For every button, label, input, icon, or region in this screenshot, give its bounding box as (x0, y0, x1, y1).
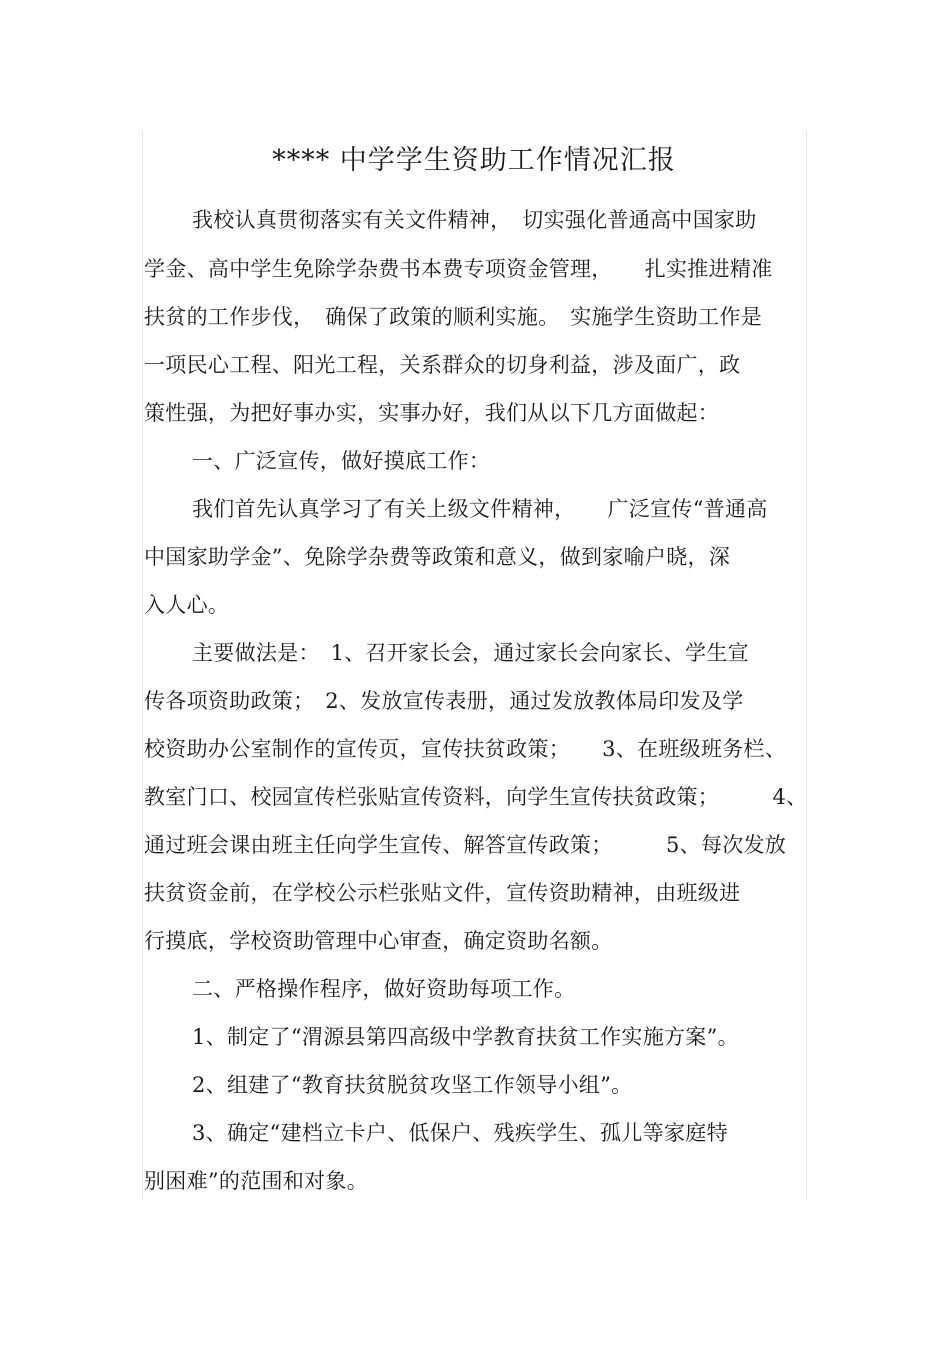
paragraph-line: 策性强，为把好事办实，实事办好，我们从以下几方面做起： (144, 401, 720, 425)
paragraph-line: 教室门口、校园宣传栏张贴宣传资料，向学生宣传扶贫政策； 4、 (144, 785, 808, 809)
paragraph-line: 我们首先认真学习了有关上级文件精神， 广泛宣传“普通高 (192, 497, 768, 521)
paragraph-line: 通过班会课由班主任向学生宣传、解答宣传政策； 5、每次发放 (144, 833, 787, 857)
paragraph-line: 我校认真贯彻落实有关文件精神， 切实强化普通高中国家助 (192, 208, 757, 232)
list-item: 3、确定“建档立卡户、低保户、残疾学生、孤儿等家庭特 (192, 1121, 728, 1145)
paragraph-line: 一项民心工程、阳光工程，关系群众的切身利益，涉及面广，政 (144, 353, 741, 377)
paragraph-line: 入人心。 (144, 593, 230, 617)
section-heading-1: 一、广泛宣传，做好摸底工作： (192, 449, 491, 473)
paragraph-line: 别困难”的范围和对象。 (144, 1169, 369, 1193)
document-title: **** 中学学生资助工作情况汇报 (272, 145, 676, 176)
paragraph-line: 主要做法是： 1、召开家长会，通过家长会向家长、学生宣 (192, 641, 749, 665)
page-right-border (806, 130, 807, 1200)
list-item: 1、制定了“渭源县第四高级中学教育扶贫工作实施方案”。 (192, 1025, 739, 1049)
paragraph-line: 行摸底，学校资助管理中心审查，确定资助名额。 (144, 929, 613, 953)
section-heading-2: 二、严格操作程序，做好资助每项工作。 (192, 977, 576, 1001)
paragraph-line: 扶贫资金前，在学校公示栏张贴文件，宣传资助精神，由班级进 (144, 881, 741, 905)
paragraph-line: 校资助办公室制作的宣传页，宣传扶贫政策； 3、在班级班务栏、 (144, 737, 787, 761)
list-item: 2、组建了“教育扶贫脱贫攻坚工作领导小组”。 (192, 1073, 633, 1097)
paragraph-line: 中国家助学金”、免除学杂费等政策和意义，做到家喻户晓，深 (144, 545, 731, 569)
paragraph-line: 扶贫的工作步伐， 确保了政策的顺利实施。 实施学生资助工作是 (144, 305, 762, 329)
page-left-border (142, 130, 143, 1200)
paragraph-line: 学金、高中学生免除学杂费书本费专项资金管理， 扎实推进精准 (144, 257, 773, 281)
paragraph-line: 传各项资助政策； 2、发放宣传表册，通过发放教体局印发及学 (144, 689, 744, 713)
